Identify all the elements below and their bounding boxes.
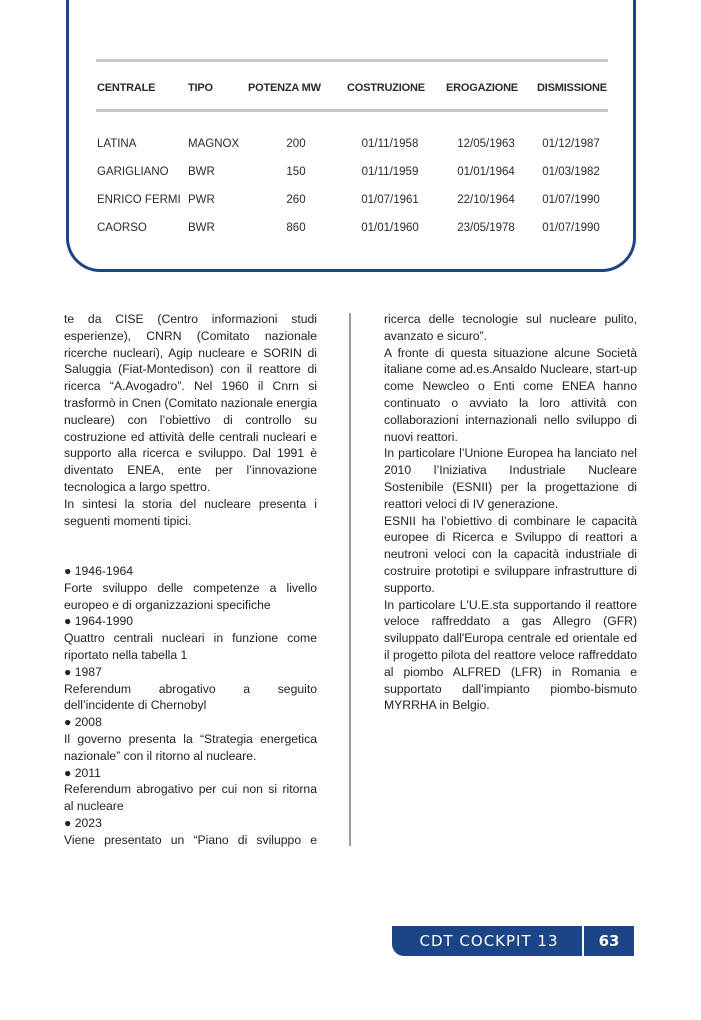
cell-costruzione: 01/11/1959 xyxy=(361,166,419,178)
timeline-text: Quattro centrali nucleari in funzione come riportato nella tabella 1 xyxy=(64,631,317,662)
timeline-period: ● 2023 xyxy=(64,815,102,830)
timeline-text: Il governo presenta la “Strategia energetica nazionale” con il ritorno al nucleare. xyxy=(64,731,317,763)
timeline-period: ● 1964-1990 xyxy=(64,614,134,629)
body-paragraph: ESNII ha l’obiettivo di combinare le capacità europee di Ricerca e Sviluppo di reattori a neutroni veloci con la capacità industriale di costruire prototipi e sviluppare infrastrutture di supporto. xyxy=(384,513,637,595)
header-centrale: CENTRALE xyxy=(97,82,156,94)
header-costruzione: COSTRUZIONE xyxy=(347,82,425,94)
table-row xyxy=(96,166,610,182)
cell-centrale: ENRICO FERMI xyxy=(97,194,181,206)
cell-potenza: 860 xyxy=(286,222,306,234)
page-number: 63 xyxy=(584,926,634,956)
table-row xyxy=(96,222,610,238)
cell-dismissione: 01/07/1990 xyxy=(542,194,600,206)
cell-costruzione: 01/11/1958 xyxy=(361,138,419,150)
cell-dismissione: 01/12/1987 xyxy=(542,138,600,150)
cell-dismissione: 01/07/1990 xyxy=(542,222,600,234)
cell-erogazione: 01/01/1964 xyxy=(457,166,515,178)
body-paragraph: te da CISE (Centro informazioni studi esperienze), CNRN (Comitato nazionale ricerche nucleari), Agip nucleare e SORIN di Saluggia (Fiat-Montedison) con il reattore di ricerca “A.Avogadro”. Nel 1960 il Cnrn si trasformò in Cnen (Comitato nazionale energia nucleare) con l’obiettivo di controllo su costruzione ed attività delle centrali nucleari e supporto alla ricerca e sviluppo. Dal 1991 è diventato ENEA, ente per l’innovazione tecnologica a largo spettro. xyxy=(64,312,317,494)
table-header-row xyxy=(96,82,610,98)
cell-tipo: MAGNOX xyxy=(188,138,240,150)
spacer xyxy=(64,529,317,563)
body-paragraph: In particolare l’Unione Europea ha lanciato nel 2010 l’Iniziativa Industriale Nucleare Sostenibile (ESNII) per la progettazione di reattori veloci di IV generazione. xyxy=(384,446,637,511)
timeline-text: Referendum abrogativo a seguito dell’incidente di Chernobyl xyxy=(64,681,317,713)
cell-tipo: BWR xyxy=(188,166,215,178)
cell-tipo: PWR xyxy=(188,194,215,206)
cell-centrale: LATINA xyxy=(97,138,137,150)
cell-dismissione: 01/03/1982 xyxy=(542,166,600,178)
cell-potenza: 260 xyxy=(286,194,306,206)
right-column xyxy=(384,311,637,714)
header-erogazione: EROGAZIONE xyxy=(446,82,518,94)
cell-erogazione: 23/05/1978 xyxy=(457,222,515,234)
timeline-period: ● 2008 xyxy=(64,715,102,730)
timeline-period: ● 1946-1964 xyxy=(64,563,134,578)
body-paragraph: In particolare L'U.E.sta supportando il reattore veloce raffreddato a gas Allegro (GFR) sviluppato dall'Europa centrale ed orientale ed il progetto pilota del reattore veloce raffreddato al piombo ALFRED (LFR) in Romania e supportato dall’impianto piombo-bismuto MYRRHA in Belgio. xyxy=(384,597,637,713)
timeline-text: Forte sviluppo delle competenze a livello europeo e di organizzazioni specifiche xyxy=(64,580,317,612)
header-tipo: TIPO xyxy=(188,82,213,94)
timeline-period: ● 2011 xyxy=(64,765,101,780)
cell-centrale: CAORSO xyxy=(97,222,147,234)
cell-erogazione: 22/10/1964 xyxy=(457,194,515,206)
cell-potenza: 200 xyxy=(286,138,306,150)
table-top-rule xyxy=(96,59,608,62)
page-footer xyxy=(392,926,634,956)
timeline-text: Viene presentato un “Piano di sviluppo e xyxy=(64,832,317,847)
table-row xyxy=(96,194,610,210)
magazine-title: CDT COCKPIT 13 xyxy=(392,926,582,956)
cell-costruzione: 01/01/1960 xyxy=(361,222,419,234)
timeline-text: Referendum abrogativo per cui non si ritorna al nucleare xyxy=(64,782,317,814)
cell-centrale: GARIGLIANO xyxy=(97,166,169,178)
header-potenza: POTENZA MW xyxy=(248,82,321,94)
body-paragraph: A fronte di questa situazione alcune Società italiane come ad.es.Ansaldo Nucleare, start-up come Newcleo o Enti come ENEA hanno continuato o avviato la loro attività con collaborazioni internazionali nello sviluppo di nuovi reattori. xyxy=(384,345,637,444)
cell-potenza: 150 xyxy=(286,166,306,178)
cell-costruzione: 01/07/1961 xyxy=(361,194,419,206)
body-paragraph: In sintesi la storia del nucleare presenta i seguenti momenti tipici. xyxy=(64,496,317,528)
cell-tipo: BWR xyxy=(188,222,215,234)
body-paragraph: ricerca delle tecnologie sul nucleare pulito, avanzato e sicuro”. xyxy=(384,312,637,343)
table-row xyxy=(96,138,610,154)
cell-erogazione: 12/05/1963 xyxy=(457,138,515,150)
timeline-period: ● 1987 xyxy=(64,664,102,679)
table-header-rule xyxy=(96,109,608,112)
column-divider xyxy=(349,313,351,846)
header-dismissione: DISMISSIONE xyxy=(537,82,607,94)
left-column xyxy=(64,311,317,849)
